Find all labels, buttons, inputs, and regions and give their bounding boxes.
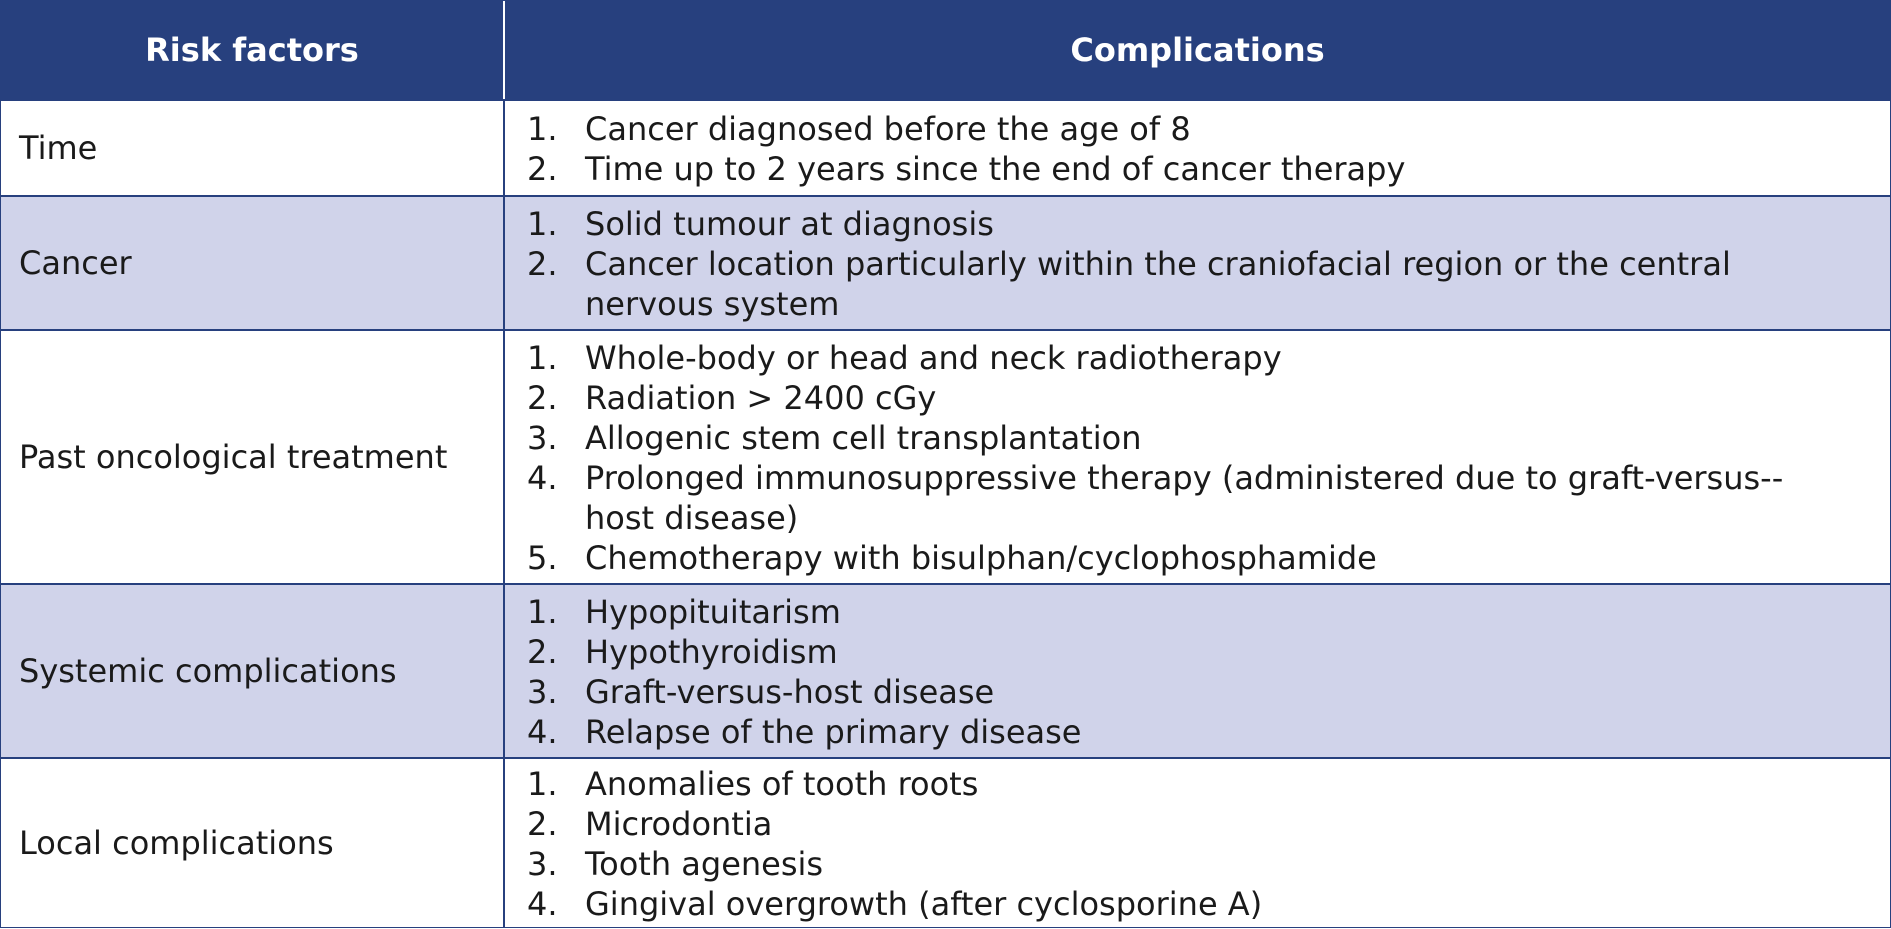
item-text: Solid tumour at diagnosis [585, 205, 994, 243]
table-row [1, 195, 1890, 329]
item-number: 1. [527, 593, 558, 631]
table-row [1, 757, 1890, 927]
item-text: Relapse of the primary disease [585, 713, 1082, 751]
item-number: 3. [527, 845, 558, 883]
item-number: 2. [527, 150, 558, 188]
item-text: Cancer diagnosed before the age of 8 [585, 110, 1191, 148]
complications-cell [505, 585, 1890, 757]
item-text: Gingival overgrowth (after cyclosporine A) [585, 885, 1263, 923]
item-text: Time up to 2 years since the end of cancer therapy [585, 150, 1406, 188]
item-number: 3. [527, 419, 558, 457]
list-item [527, 244, 1850, 324]
item-number: 2. [527, 633, 558, 671]
item-number: 2. [527, 379, 558, 417]
complications-cell [505, 759, 1890, 927]
list-item [527, 592, 1850, 632]
risk-factor-cell: Local complications [1, 759, 505, 927]
risk-factor-cell: Past oncological treatment [1, 331, 505, 583]
item-text: Prolonged immunosuppressive therapy (administered due to graft-versus--host disease) [585, 459, 1784, 537]
item-text: Chemotherapy with bisulphan/cyclophosphamide [585, 539, 1377, 577]
item-text: Cancer location particularly within the craniofacial region or the central nervous system [585, 245, 1731, 323]
list-item [527, 149, 1850, 189]
item-number: 4. [527, 713, 558, 751]
complications-cell [505, 101, 1890, 195]
item-number: 1. [527, 765, 558, 803]
complications-cell [505, 331, 1890, 583]
item-number: 4. [527, 459, 558, 497]
table-row [1, 583, 1890, 757]
table-row [1, 99, 1890, 195]
item-number: 2. [527, 245, 558, 283]
item-text: Hypothyroidism [585, 633, 838, 671]
list-item [527, 672, 1850, 712]
risk-factor-cell: Systemic complications [1, 585, 505, 757]
header-complications: Complications [1070, 31, 1325, 69]
list-item [527, 458, 1850, 538]
list-item [527, 538, 1850, 578]
list-item [527, 418, 1850, 458]
risk-factor-cell: Time [1, 101, 505, 195]
list-item [527, 712, 1850, 752]
item-number: 1. [527, 339, 558, 377]
list-item [527, 844, 1850, 884]
list-item [527, 884, 1850, 924]
item-text: Microdontia [585, 805, 773, 843]
risk-factor-cell: Cancer [1, 197, 505, 329]
item-number: 1. [527, 110, 558, 148]
item-number: 2. [527, 805, 558, 843]
item-text: Hypopituitarism [585, 593, 841, 631]
list-item [527, 804, 1850, 844]
item-number: 3. [527, 673, 558, 711]
item-number: 1. [527, 205, 558, 243]
header-risk-factors: Risk factors [1, 1, 505, 99]
item-number: 4. [527, 885, 558, 923]
item-number: 5. [527, 539, 558, 577]
table-header-row [1, 1, 1890, 99]
list-item [527, 378, 1850, 418]
item-text: Tooth agenesis [585, 845, 824, 883]
item-text: Allogenic stem cell transplantation [585, 419, 1142, 457]
item-text: Graft-versus-host disease [585, 673, 995, 711]
list-item [527, 764, 1850, 804]
list-item [527, 109, 1850, 149]
item-text: Anomalies of tooth roots [585, 765, 979, 803]
item-text: Radiation > 2400 cGy [585, 379, 937, 417]
item-text: Whole-body or head and neck radiotherapy [585, 339, 1282, 377]
list-item [527, 338, 1850, 378]
complications-cell [505, 197, 1890, 329]
table-row [1, 329, 1890, 583]
list-item [527, 632, 1850, 672]
list-item [527, 204, 1850, 244]
